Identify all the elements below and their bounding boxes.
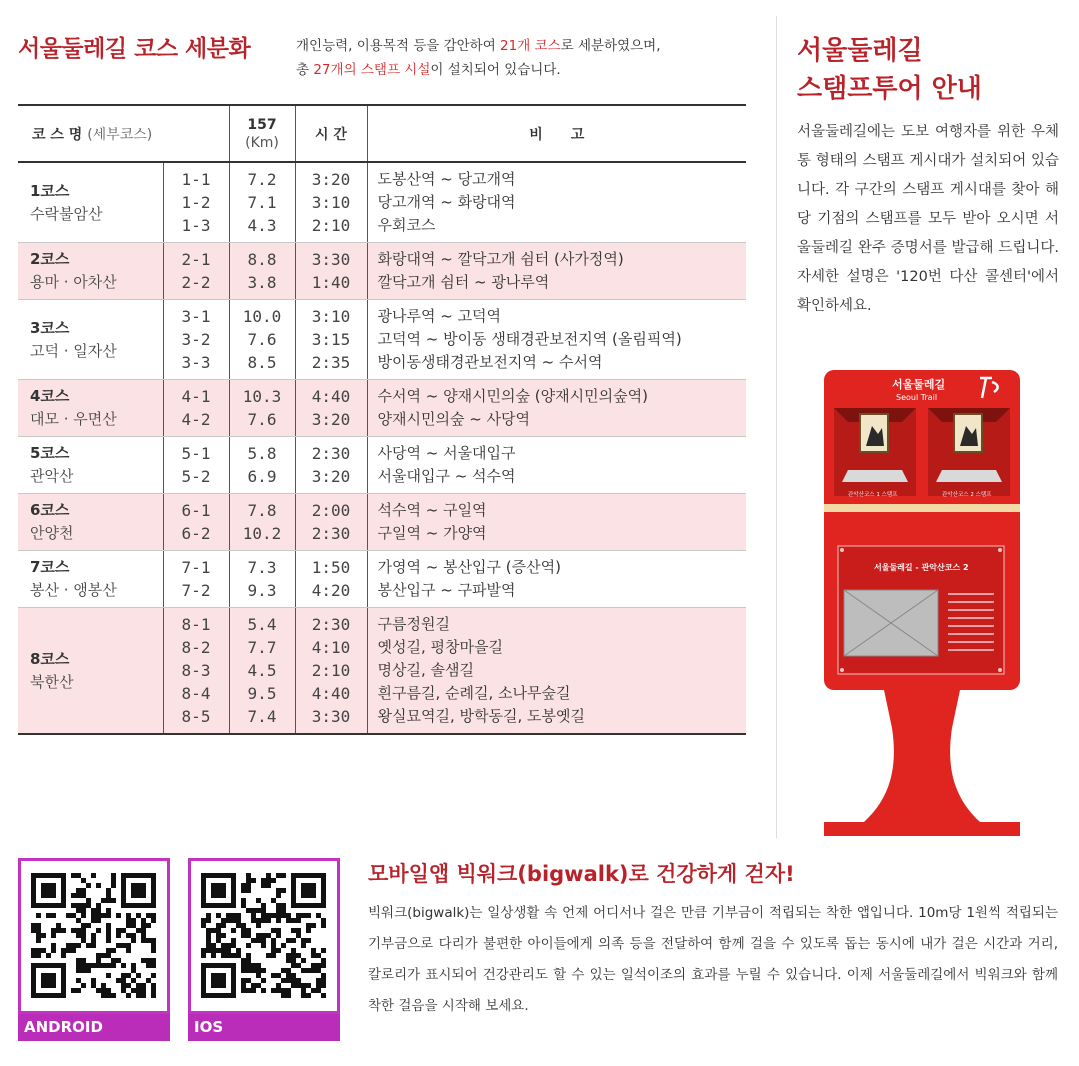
note-cell: 석수역 ~ 구일역 구일역 ~ 가양역 [367,494,746,551]
header-note: 비 고 [367,105,746,162]
time-cell: 3:20 3:10 2:10 [295,162,367,243]
android-qr-frame [18,858,170,1014]
stamp-tour-text: 서울둘레길에는 도보 여행자를 위한 우체통 형태의 스탬프 게시대가 설치되어 있습니다. 각 구간의 스탬프 게시대를 찾아 해당 기점의 스탬프를 모두 받아 오시면 서울둘레길 완주 증명서를 발급해 드립니다. 자세한 설명은 '120번 다산 콜센터'에서 확인하세요. [797,124,1059,314]
vertical-divider [776,16,777,838]
sub-course-cell: 6-1 6-2 [163,494,229,551]
time-cell: 3:30 1:40 [295,243,367,300]
time-cell: 2:00 2:30 [295,494,367,551]
distance-cell: 8.8 3.8 [229,243,295,300]
android-label: ANDROID [18,1014,170,1041]
stamp-logo-ko: 서울둘레길 [892,378,946,391]
note-cell: 화랑대역 ~ 깔닥고개 쉼터 (사가정역) 깔닥고개 쉼터 ~ 광나루역 [367,243,746,300]
stamp-tray-right [936,470,1002,482]
course-name-cell: 3코스 고덕 · 일자산 [18,300,163,380]
stamp-caption-right: 관악산코스 2 스탬프 [942,492,992,498]
table-row [18,243,746,300]
course-name-cell: 2코스 용마 · 아차산 [18,243,163,300]
distance-cell: 5.8 6.9 [229,437,295,494]
bigwalk-title: 모바일앱 빅워크(bigwalk)로 건강하게 걷자! [368,862,795,886]
course-name-cell: 5코스 관악산 [18,437,163,494]
time-cell: 1:50 4:20 [295,551,367,608]
table-row [18,380,746,437]
sub-course-cell: 1-1 1-2 1-3 [163,162,229,243]
time-cell: 2:30 3:20 [295,437,367,494]
distance-cell: 10.3 7.6 [229,380,295,437]
course-name-cell: 4코스 대모 · 우면산 [18,380,163,437]
page-title: 서울둘레길 코스 세분화 [18,36,251,62]
sub-course-cell: 5-1 5-2 [163,437,229,494]
distance-cell: 7.3 9.3 [229,551,295,608]
stamp-tray-left [842,470,908,482]
time-cell: 2:30 4:10 2:10 4:40 3:30 [295,608,367,735]
ios-label: IOS [188,1014,340,1041]
header-distance: 157 (Km) [229,105,295,162]
table-header-row [18,105,746,162]
qr-code-icon [21,861,167,1011]
intro-text: 개인능력, 이용목적 등을 감안하여 21개 코스로 세분하였으며, 총 27개의 스탬프 시설이 설치되어 있습니다. [296,38,661,78]
sub-course-cell: 7-1 7-2 [163,551,229,608]
note-cell: 사당역 ~ 서울대입구 서울대입구 ~ 석수역 [367,437,746,494]
sub-course-cell: 3-1 3-2 3-3 [163,300,229,380]
sub-course-cell: 2-1 2-2 [163,243,229,300]
bigwalk-text: 빅워크(bigwalk)는 일상생활 속 언제 어디서나 걸은 만큼 기부금이 적립되는 착한 앱입니다. 10m당 1원씩 적립되는 기부금으로 다리가 불편한 아이들에게 의족 등을 전달하여 함께 걸을 수 있도록 돕는 동시에 내가 걸은 시간과 거리, 칼로리가 표시되어 건강관리도 할 수 있는 일석이조의 효과를 누릴 수 있습니다. 이제 서울둘레길에서 빅워크와 함께 착한 걸음을 시작해 보세요. [368,905,1058,1014]
stamp-sign-text: 서울둘레길 - 관악산코스 2 [874,563,969,572]
note-cell: 수서역 ~ 양재시민의숲 (양재시민의숲역) 양재시민의숲 ~ 사당역 [367,380,746,437]
table-row [18,494,746,551]
ios-qr-frame [188,858,340,1014]
course-table-body [18,162,746,734]
course-name-cell: 7코스 봉산 · 앵봉산 [18,551,163,608]
course-table [18,104,746,735]
header-time: 시 간 [295,105,367,162]
note-cell: 광나루역 ~ 고덕역 고덕역 ~ 방이동 생태경관보전지역 (올림픽역) 방이동생태경관보전지역 ~ 수서역 [367,300,746,380]
ios-qr[interactable] [188,858,340,1041]
qr-code-icon [191,861,337,1011]
course-name-cell: 1코스 수락불암산 [18,162,163,243]
stamp-logo-en: Seoul Trail [896,393,938,402]
time-cell: 3:10 3:15 2:35 [295,300,367,380]
table-row [18,162,746,243]
stamp-caption-left: 관악산코스 1 스탬프 [848,492,898,498]
distance-cell: 7.8 10.2 [229,494,295,551]
note-cell: 가영역 ~ 봉산입구 (증산역) 봉산입구 ~ 구파발역 [367,551,746,608]
distance-cell: 10.0 7.6 8.5 [229,300,295,380]
table-row [18,300,746,380]
sub-course-cell: 8-1 8-2 8-3 8-4 8-5 [163,608,229,735]
distance-cell: 5.4 7.7 4.5 9.5 7.4 [229,608,295,735]
header-course-name: 코 스 명 (세부코스) [18,105,229,162]
stamp-post-illustration [822,368,1022,838]
stamp-post-svg [822,368,1022,838]
note-cell: 구름정원길 옛성길, 평창마을길 명상길, 솔샘길 흰구름길, 순례길, 소나무숲길 왕실묘역길, 방학동길, 도봉옛길 [367,608,746,735]
table-row [18,608,746,735]
table-row [18,437,746,494]
stamp-tour-title: 서울둘레길 스탬프투어 안내 [797,36,982,104]
distance-cell: 7.2 7.1 4.3 [229,162,295,243]
stamp-shelf [824,504,1020,512]
note-cell: 도봉산역 ~ 당고개역 당고개역 ~ 화랑대역 우회코스 [367,162,746,243]
course-name-cell: 8코스 북한산 [18,608,163,735]
course-name-cell: 6코스 안양천 [18,494,163,551]
android-qr[interactable] [18,858,170,1041]
stamp-post-base [824,822,1020,836]
stamp-post-pedestal [864,690,980,822]
sub-course-cell: 4-1 4-2 [163,380,229,437]
time-cell: 4:40 3:20 [295,380,367,437]
table-row [18,551,746,608]
